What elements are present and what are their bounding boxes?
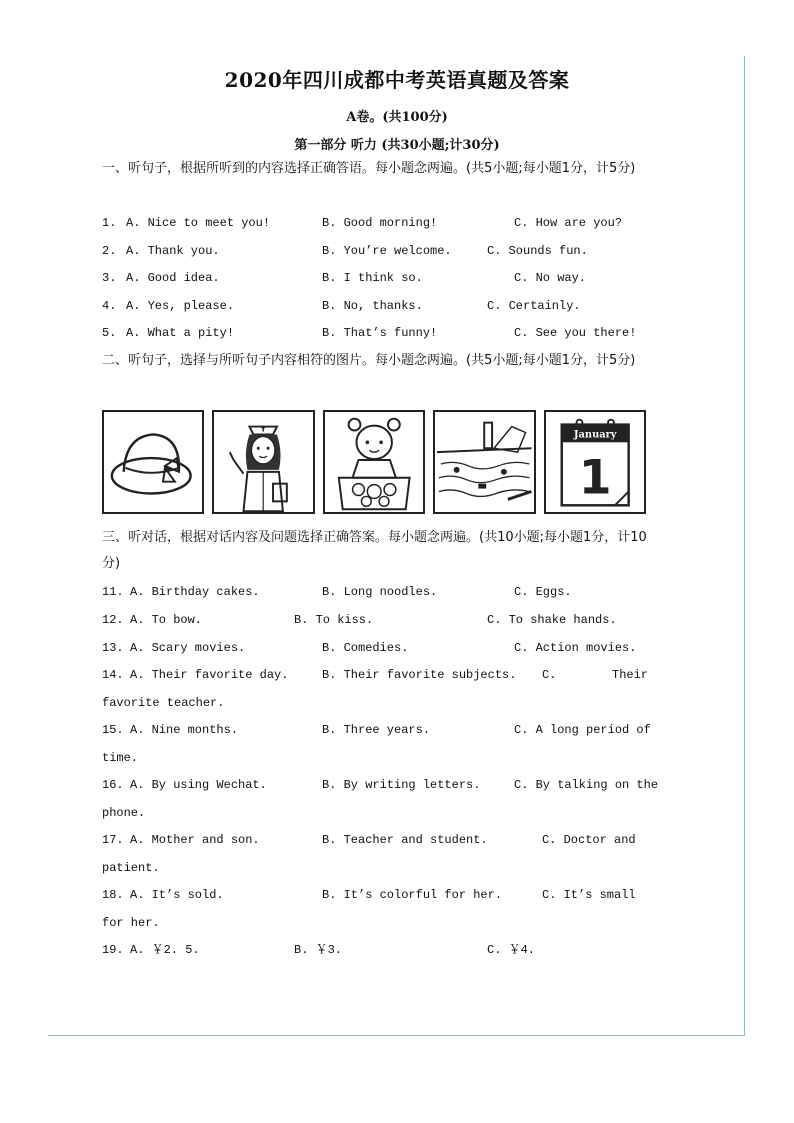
picture-hat bbox=[102, 410, 204, 514]
option-a: A. Scary movies. bbox=[130, 641, 246, 655]
question-number: 17. bbox=[102, 833, 124, 847]
question-row bbox=[102, 582, 650, 602]
option-c-tail: Their bbox=[612, 668, 649, 682]
option-b: B. No, thanks. bbox=[322, 299, 423, 313]
option-a: A. Good idea. bbox=[126, 271, 220, 285]
option-c: C. bbox=[542, 668, 557, 682]
calendar-day: 1 bbox=[578, 450, 612, 506]
question-number: 3. bbox=[102, 271, 117, 285]
option-a: A. Mother and son. bbox=[130, 833, 260, 847]
option-c-continuation: for her. bbox=[102, 916, 160, 930]
question-continuation bbox=[102, 913, 650, 933]
option-a: A. It’s sold. bbox=[130, 888, 224, 902]
option-c-continuation: phone. bbox=[102, 806, 146, 820]
question-continuation bbox=[102, 803, 650, 823]
option-c-continuation: favorite teacher. bbox=[102, 696, 225, 710]
option-c: C. No way. bbox=[514, 271, 587, 285]
option-a: A. Nine months. bbox=[130, 723, 239, 737]
picture-polluted-river bbox=[433, 410, 535, 514]
question-number: 12. bbox=[102, 613, 124, 627]
option-b: B. Three years. bbox=[322, 723, 431, 737]
question-row bbox=[102, 665, 650, 685]
question-continuation bbox=[102, 693, 650, 713]
option-c: C. Action movies. bbox=[514, 641, 637, 655]
question-number: 13. bbox=[102, 641, 124, 655]
nurse-icon bbox=[214, 412, 312, 512]
question-row bbox=[102, 885, 650, 905]
section1-heading: 一、听句子，根据所听到的内容选择正确答语。每小题念两遍。(共5小题;每小题1分，计5分) bbox=[102, 161, 636, 176]
picture-row bbox=[102, 410, 646, 514]
option-a: A. Yes, please. bbox=[126, 299, 235, 313]
option-a: A. By using Wechat. bbox=[130, 778, 267, 792]
question-number: 5. bbox=[102, 326, 117, 340]
question-number: 1. bbox=[102, 216, 117, 230]
girl-cooking-icon bbox=[325, 412, 423, 512]
option-b: B. Teacher and student. bbox=[322, 833, 488, 847]
option-a: A. What a pity! bbox=[126, 326, 235, 340]
option-b: B. To kiss. bbox=[294, 613, 374, 627]
part-heading: 第一部分 听力 (共30小题;计30分) bbox=[294, 138, 500, 153]
option-b: B. Comedies. bbox=[322, 641, 409, 655]
question-row bbox=[102, 323, 650, 343]
option-c: C. It’s small bbox=[542, 888, 636, 902]
option-a: A. ￥2. 5. bbox=[130, 943, 200, 957]
picture-girl-cooking bbox=[323, 410, 425, 514]
question-row bbox=[102, 296, 650, 316]
question-row bbox=[102, 268, 650, 288]
question-row bbox=[102, 610, 650, 630]
section3-heading: 三、听对话，根据对话内容及问题选择正确答案。每小题念两遍。(共10小题;每小题1分，计10分) bbox=[102, 530, 647, 571]
hat-icon bbox=[104, 412, 202, 512]
question-number: 15. bbox=[102, 723, 124, 737]
question-row bbox=[102, 213, 650, 233]
question-row bbox=[102, 638, 650, 658]
question-number: 16. bbox=[102, 778, 124, 792]
option-b: B. By writing letters. bbox=[322, 778, 481, 792]
question-continuation bbox=[102, 748, 650, 768]
question-row bbox=[102, 940, 650, 960]
question-number: 11. bbox=[102, 585, 124, 599]
question-number: 4. bbox=[102, 299, 117, 313]
option-a: A. Their favorite day. bbox=[130, 668, 289, 682]
volume-heading: A卷。(共100分) bbox=[346, 110, 448, 125]
option-a: A. Birthday cakes. bbox=[130, 585, 260, 599]
option-a: A. To bow. bbox=[130, 613, 203, 627]
option-b: B. ￥3. bbox=[294, 943, 343, 957]
option-b: B. Good morning! bbox=[322, 216, 438, 230]
option-c: C. Certainly. bbox=[487, 299, 581, 313]
picture-calendar bbox=[544, 410, 646, 514]
option-c-continuation: time. bbox=[102, 751, 139, 765]
page-border-right bbox=[744, 56, 745, 1036]
option-c: C. Doctor and bbox=[542, 833, 636, 847]
option-a: A. Thank you. bbox=[126, 244, 220, 258]
question-row bbox=[102, 775, 659, 795]
question-number: 19. bbox=[102, 943, 124, 957]
page-border-bottom bbox=[48, 1035, 745, 1036]
question-row bbox=[102, 830, 650, 850]
question-number: 18. bbox=[102, 888, 124, 902]
section2-heading: 二、听句子，选择与所听句子内容相符的图片。每小题念两遍。(共5小题;每小题1分，计5分) bbox=[102, 353, 636, 368]
option-b: B. You’re welcome. bbox=[322, 244, 452, 258]
option-c-continuation: patient. bbox=[102, 861, 160, 875]
question-number: 14. bbox=[102, 668, 124, 682]
option-c: C. Eggs. bbox=[514, 585, 572, 599]
option-c: C. Sounds fun. bbox=[487, 244, 588, 258]
option-b: B. Long noodles. bbox=[322, 585, 438, 599]
page-title: 2020年四川成都中考英语真题及答案 bbox=[224, 68, 570, 92]
option-c: C. By talking on the bbox=[514, 778, 659, 792]
option-c: C. See you there! bbox=[514, 326, 637, 340]
question-row bbox=[102, 241, 650, 261]
option-b: B. Their favorite subjects. bbox=[322, 668, 517, 682]
polluted-river-icon bbox=[435, 412, 533, 512]
option-b: B. It’s colorful for her. bbox=[322, 888, 503, 902]
option-c: C. A long period of bbox=[514, 723, 651, 737]
option-b: B. That’s funny! bbox=[322, 326, 438, 340]
calendar-icon bbox=[546, 412, 644, 512]
option-c: C. How are you? bbox=[514, 216, 623, 230]
option-c: C. ￥4. bbox=[487, 943, 536, 957]
option-c: C. To shake hands. bbox=[487, 613, 617, 627]
question-continuation bbox=[102, 858, 650, 878]
question-row bbox=[102, 720, 650, 740]
option-a: A. Nice to meet you! bbox=[126, 216, 271, 230]
question-number: 2. bbox=[102, 244, 117, 258]
calendar-month: January bbox=[573, 429, 617, 441]
option-b: B. I think so. bbox=[322, 271, 423, 285]
picture-nurse bbox=[212, 410, 314, 514]
